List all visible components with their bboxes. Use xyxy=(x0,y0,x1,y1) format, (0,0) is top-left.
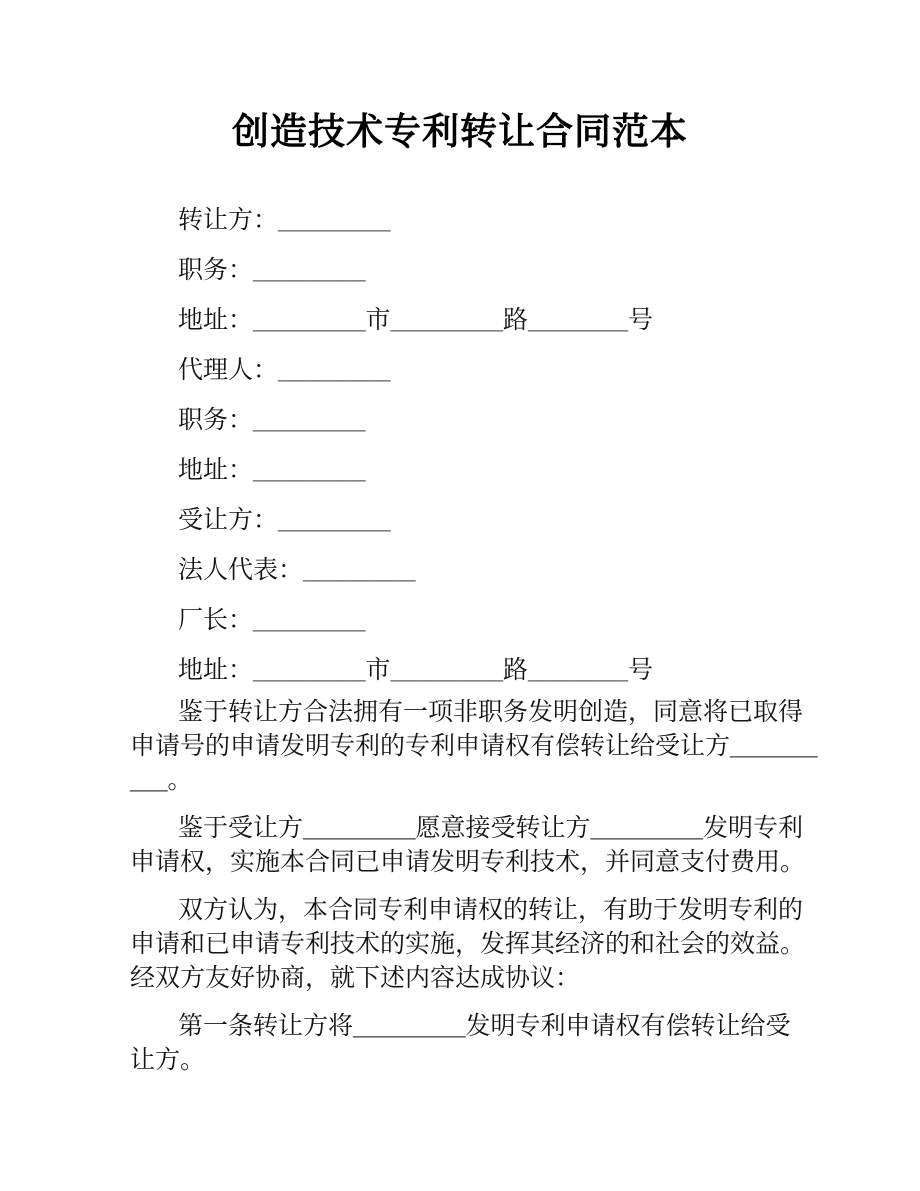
field-label: 代理人： xyxy=(178,357,279,384)
field-line xyxy=(0,446,920,496)
field-label: 号 xyxy=(628,307,654,334)
blank-underline: _________ xyxy=(353,1013,466,1040)
field-label: 号 xyxy=(628,657,654,684)
paragraph-line xyxy=(130,764,920,798)
field-line xyxy=(0,196,920,246)
blank-underline: _________ xyxy=(253,407,366,434)
paragraph-text: 。 xyxy=(167,767,193,794)
paragraph-line xyxy=(130,696,920,730)
field-label: 厂长： xyxy=(178,607,254,634)
field-label: 受让方： xyxy=(178,507,279,534)
blank-underline: _________ xyxy=(390,307,504,334)
field-label: 路 xyxy=(503,307,529,334)
field-line xyxy=(0,246,920,296)
blank-underline: _________ xyxy=(278,357,391,384)
paragraph-text: 鉴于受让方 xyxy=(178,815,304,842)
field-label: 法人代表： xyxy=(178,557,304,584)
paragraph-line xyxy=(130,1044,920,1078)
paragraph-line xyxy=(130,894,920,928)
paragraph-text: 愿意接受转让方 xyxy=(415,815,591,842)
fields-section xyxy=(0,196,920,696)
blank-underline: _________ xyxy=(253,607,366,634)
paragraph-text: 发明专利申请权有偿转让给受 xyxy=(465,1013,791,1040)
field-label: 地址： xyxy=(178,457,254,484)
field-label: 地址： xyxy=(178,657,254,684)
paragraph-line xyxy=(130,1010,920,1044)
field-label: 转让方： xyxy=(178,207,279,234)
field-label: 地址： xyxy=(178,307,254,334)
blank-underline: ________ xyxy=(528,307,629,334)
field-line xyxy=(0,646,920,696)
paragraph xyxy=(130,812,920,880)
field-line xyxy=(0,296,920,346)
field-line xyxy=(0,346,920,396)
paragraph-text: 经双方友好协商，就下述内容达成协议： xyxy=(130,965,581,992)
paragraph-text: 鉴于转让方合法拥有一项非职务发明创造，同意将已取得 xyxy=(178,699,804,726)
paragraph-line xyxy=(130,846,920,880)
field-line xyxy=(0,596,920,646)
blank-underline: _________ xyxy=(303,815,416,842)
paragraph xyxy=(130,1010,920,1078)
field-label: 路 xyxy=(503,657,529,684)
blank-underline: _______ xyxy=(730,733,818,760)
document-title: 创造技术专利转让合同范本 xyxy=(232,111,688,152)
blank-underline: ___ xyxy=(130,767,168,794)
blank-underline: ________ xyxy=(528,657,629,684)
paragraph-line xyxy=(130,928,920,962)
paragraph xyxy=(130,894,920,996)
paragraphs-section xyxy=(130,696,920,1078)
paragraph xyxy=(130,696,920,798)
paragraph-line xyxy=(130,812,920,846)
field-line xyxy=(0,396,920,446)
paragraph-text: 申请权，实施本合同已申请发明专利技术，并同意支付费用。 xyxy=(130,849,806,876)
blank-underline: _________ xyxy=(253,657,366,684)
blank-underline: _________ xyxy=(590,815,704,842)
blank-underline: _________ xyxy=(253,307,366,334)
field-label: 职务： xyxy=(178,407,254,434)
paragraph-text: 双方认为，本合同专利申请权的转让，有助于发明专利的 xyxy=(178,897,804,924)
field-label: 市 xyxy=(365,657,391,684)
blank-underline: _________ xyxy=(253,257,366,284)
field-line xyxy=(0,546,920,596)
paragraph-text: 第一条转让方将 xyxy=(178,1013,354,1040)
paragraph-line xyxy=(130,962,920,996)
blank-underline: _________ xyxy=(253,457,366,484)
blank-underline: _________ xyxy=(278,507,391,534)
paragraph-line xyxy=(130,730,920,764)
paragraph-text: 让方。 xyxy=(130,1047,206,1074)
blank-underline: _________ xyxy=(278,207,391,234)
paragraph-text: 申请和已申请专利技术的实施，发挥其经济的和社会的效益。 xyxy=(130,931,806,958)
paragraph-text: 发明专利 xyxy=(703,815,804,842)
field-label: 市 xyxy=(365,307,391,334)
blank-underline: _________ xyxy=(303,557,416,584)
field-label: 职务： xyxy=(178,257,254,284)
field-line xyxy=(0,496,920,546)
paragraph-text: 申请号的申请发明专利的专利申请权有偿转让给受让方 xyxy=(130,733,731,760)
blank-underline: _________ xyxy=(390,657,504,684)
